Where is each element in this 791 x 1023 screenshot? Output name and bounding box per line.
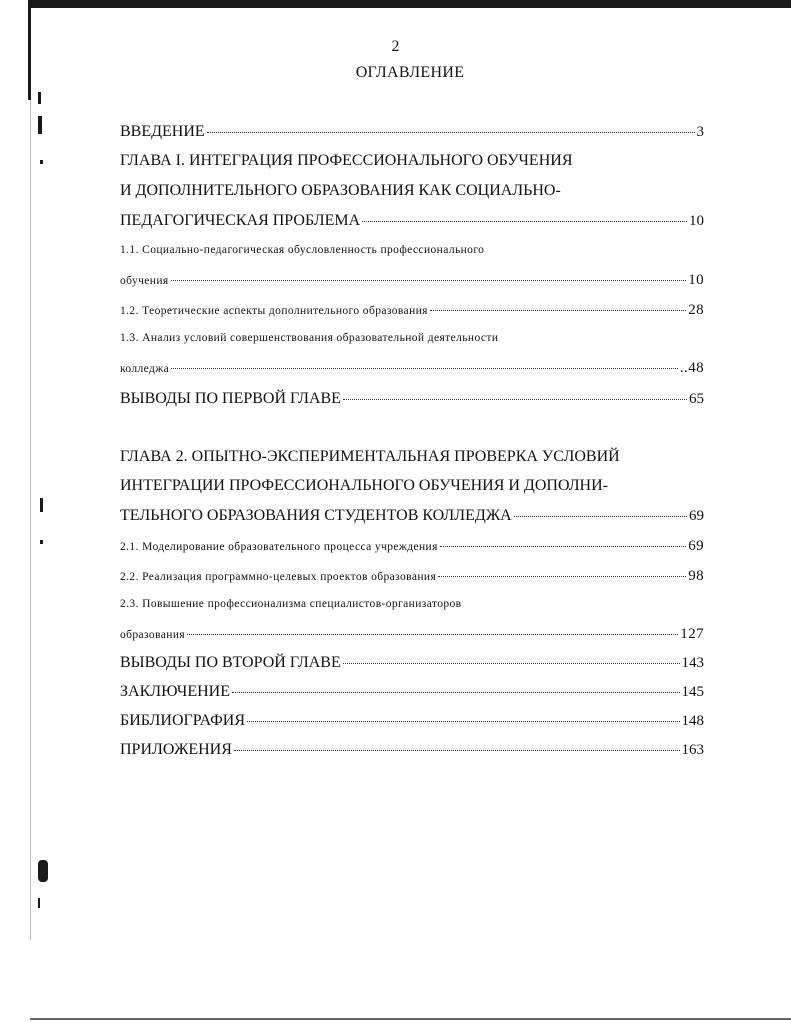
entry-page: 69 xyxy=(688,538,704,554)
toc-chapter1-line2[interactable]: И ДОПОЛНИТЕЛЬНОГО ОБРАЗОВАНИЯ КАК СОЦИАЛЬНО- xyxy=(120,182,561,199)
entry-page: 127 xyxy=(680,626,704,642)
dot-leader xyxy=(343,399,687,400)
dot-leader xyxy=(187,634,678,635)
entry-title: ВЫВОДЫ ПО ВТОРОЙ ГЛАВЕ xyxy=(120,654,341,671)
toc-section-2-3-line1[interactable]: 2.3. Повышение профессионализма специалистов-организаторов xyxy=(120,598,462,610)
toc-chapter2-line3[interactable] xyxy=(120,507,704,525)
entry-title: 2.2. Реализация программно-целевых проектов образования xyxy=(120,571,437,583)
toc-entry-bibliography[interactable] xyxy=(120,712,704,730)
toc-section-2-1[interactable] xyxy=(120,538,704,555)
scan-border-top xyxy=(30,0,791,8)
scan-border-bottom xyxy=(30,1018,791,1020)
toc-section-1-3-line2[interactable] xyxy=(120,360,704,377)
toc-entry-intro[interactable] xyxy=(120,123,704,141)
scan-speck xyxy=(38,860,48,882)
entry-page: 163 xyxy=(681,742,704,758)
dot-leader xyxy=(171,280,687,281)
dot-leader xyxy=(438,576,686,577)
entry-page: ..48 xyxy=(679,360,704,376)
dot-leader xyxy=(171,368,678,369)
entry-title: колледжа xyxy=(120,363,170,375)
toc-entry-appendix[interactable] xyxy=(120,741,704,759)
dot-leader xyxy=(514,516,687,517)
dot-leader xyxy=(232,692,680,693)
scan-speck xyxy=(38,898,40,908)
toc-section-2-2[interactable] xyxy=(120,568,704,585)
toc-title: ОГЛАВЛЕНИЕ xyxy=(355,64,465,81)
entry-page: 3 xyxy=(696,124,704,140)
dot-leader xyxy=(247,721,679,722)
entry-page: 10 xyxy=(689,213,704,229)
dot-leader xyxy=(440,546,686,547)
entry-page: 69 xyxy=(689,508,704,524)
entry-title: 2.1. Моделирование образовательного процесса учреждения xyxy=(120,541,438,553)
entry-title: ПРИЛОЖЕНИЯ xyxy=(120,741,232,758)
entry-title: ТЕЛЬНОГО ОБРАЗОВАНИЯ СТУДЕНТОВ КОЛЛЕДЖА xyxy=(120,507,512,524)
scan-speck xyxy=(38,92,41,104)
scan-speck xyxy=(40,540,43,544)
scan-speck xyxy=(40,498,43,512)
toc-entry-conclusions-ch1[interactable] xyxy=(120,390,704,408)
entry-page: 28 xyxy=(688,302,704,318)
toc-chapter2-line1[interactable]: ГЛАВА 2. ОПЫТНО-ЭКСПЕРИМЕНТАЛЬНАЯ ПРОВЕРКА УСЛОВИЙ xyxy=(120,448,620,465)
toc-chapter1-line3[interactable] xyxy=(120,212,704,230)
dot-leader xyxy=(362,221,687,222)
toc-section-1-3-line1[interactable]: 1.3. Анализ условий совершенствования образовательной деятельности xyxy=(120,332,499,344)
entry-title: обучения xyxy=(120,275,169,287)
scan-edge-left xyxy=(30,100,31,940)
toc-section-1-1-line1[interactable]: 1.1. Социально-педагогическая обусловленность профессионального xyxy=(120,244,485,256)
entry-title: БИБЛИОГРАФИЯ xyxy=(120,712,246,729)
toc-section-2-3-line2[interactable] xyxy=(120,626,704,643)
entry-page: 65 xyxy=(689,391,704,407)
entry-page: 143 xyxy=(681,655,704,671)
toc-entry-conclusions-ch2[interactable] xyxy=(120,654,704,672)
dot-leader xyxy=(234,750,680,751)
toc-chapter2-line2[interactable]: ИНТЕГРАЦИИ ПРОФЕССИОНАЛЬНОГО ОБУЧЕНИЯ И ДОПОЛНИ- xyxy=(120,477,608,494)
entry-title: 1.2. Теоретические аспекты дополнительного образования xyxy=(120,305,428,317)
toc-entry-conclusion[interactable] xyxy=(120,683,704,701)
dot-leader xyxy=(430,310,686,311)
entry-title: ВЫВОДЫ ПО ПЕРВОЙ ГЛАВЕ xyxy=(120,390,341,407)
scan-speck xyxy=(40,160,43,164)
entry-title: ВВЕДЕНИЕ xyxy=(120,123,205,140)
page-number: 2 xyxy=(391,38,400,55)
toc-section-1-2[interactable] xyxy=(120,302,704,319)
entry-title: ПЕДАГОГИЧЕСКАЯ ПРОБЛЕМА xyxy=(120,212,361,229)
toc-section-1-1-line2[interactable] xyxy=(120,272,704,289)
scan-speck xyxy=(38,116,42,134)
entry-page: 148 xyxy=(681,713,704,729)
toc-chapter1-line1[interactable]: ГЛАВА I. ИНТЕГРАЦИЯ ПРОФЕССИОНАЛЬНОГО ОБУЧЕНИЯ xyxy=(120,152,573,169)
entry-page: 10 xyxy=(688,272,704,288)
dot-leader xyxy=(207,132,695,133)
dot-leader xyxy=(343,663,680,664)
entry-title: образования xyxy=(120,629,186,641)
entry-page: 98 xyxy=(688,568,704,584)
entry-title: ЗАКЛЮЧЕНИЕ xyxy=(120,683,230,700)
entry-page: 145 xyxy=(681,684,704,700)
